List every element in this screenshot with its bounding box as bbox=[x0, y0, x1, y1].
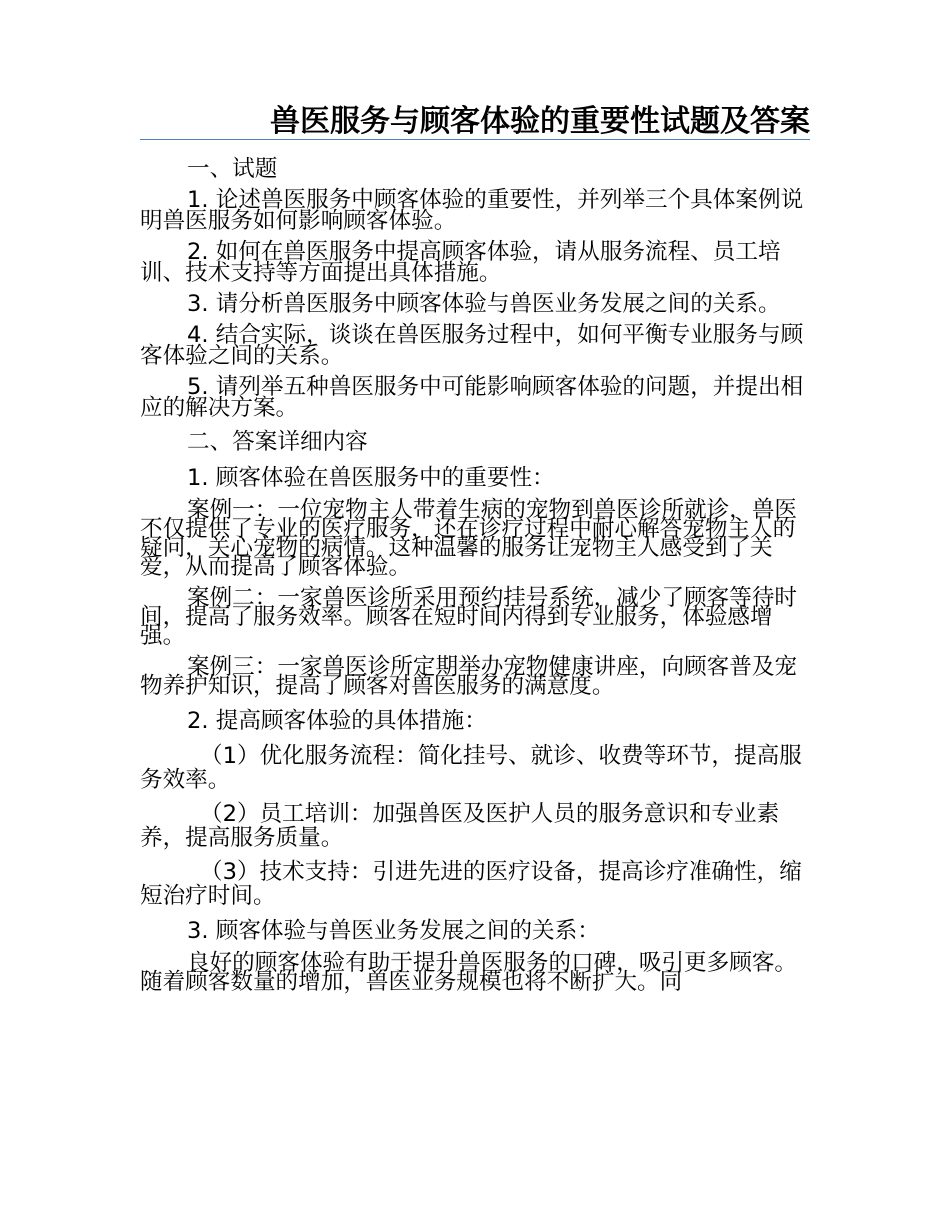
answer-2-measure-1: （1）优化服务流程：简化挂号、就诊、收费等环节，提高服务效率。 bbox=[140, 743, 802, 793]
question-5: 5. 请列举五种兽医服务中可能影响顾客体验的问题，并提出相应的解决方案。 bbox=[140, 374, 804, 421]
answer-2-heading: 2. 提高顾客体验的具体措施： bbox=[187, 708, 487, 734]
document-body bbox=[140, 156, 812, 1004]
question-2: 2. 如何在兽医服务中提高顾客体验，请从服务流程、员工培训、技术支持等方面提出具体措施。 bbox=[140, 239, 781, 286]
answer-1-heading: 1. 顾客体验在兽医服务中的重要性： bbox=[187, 465, 555, 491]
section-heading-answers: 二、答案详细内容 bbox=[187, 429, 368, 455]
answer-3-heading: 3. 顾客体验与兽医业务发展之间的关系： bbox=[187, 918, 600, 944]
answer-2-measure-2: （2）员工培训：加强兽医及医护人员的服务意识和专业素养，提高服务质量。 bbox=[140, 801, 780, 851]
question-1: 1. 论述兽医服务中顾客体验的重要性，并列举三个具体案例说明兽医服务如何影响顾客体验。 bbox=[140, 187, 804, 234]
section-heading-questions: 一、试题 bbox=[187, 156, 278, 182]
title-underline bbox=[140, 139, 810, 140]
answer-1-case-1: 案例一：一位宠物主人带着生病的宠物到兽医诊所就诊，兽医不仅提供了专业的医疗服务，还在诊疗过程中耐心解答宠物主人的疑问，关心宠物的病情。这种温馨的服务让宠物主人感受到了关爱，从而提高了顾客体验。 bbox=[140, 497, 798, 580]
question-4: 4. 结合实际，谈谈在兽医服务过程中，如何平衡专业服务与顾客体验之间的关系。 bbox=[140, 322, 804, 369]
question-3: 3. 请分析兽医服务中顾客体验与兽医业务发展之间的关系。 bbox=[187, 291, 781, 317]
answer-3-body: 良好的顾客体验有助于提升兽医服务的口碑，吸引更多顾客。随着顾客数量的增加，兽医业务规模也将不断扩大。同 bbox=[140, 950, 798, 995]
document-title: 兽医服务与顾客体验的重要性试题及答案 bbox=[270, 104, 810, 139]
answer-2-measure-3: （3）技术支持：引进先进的医疗设备，提高诊疗准确性，缩短治疗时间。 bbox=[140, 859, 802, 909]
answer-1-case-2: 案例二：一家兽医诊所采用预约挂号系统，减少了顾客等待时间，提高了服务效率。顾客在短时间内得到专业服务，体验感增强。 bbox=[140, 585, 798, 649]
answer-1-case-3: 案例三：一家兽医诊所定期举办宠物健康讲座，向顾客普及宠物养护知识，提高了顾客对兽医服务的满意度。 bbox=[140, 654, 798, 699]
